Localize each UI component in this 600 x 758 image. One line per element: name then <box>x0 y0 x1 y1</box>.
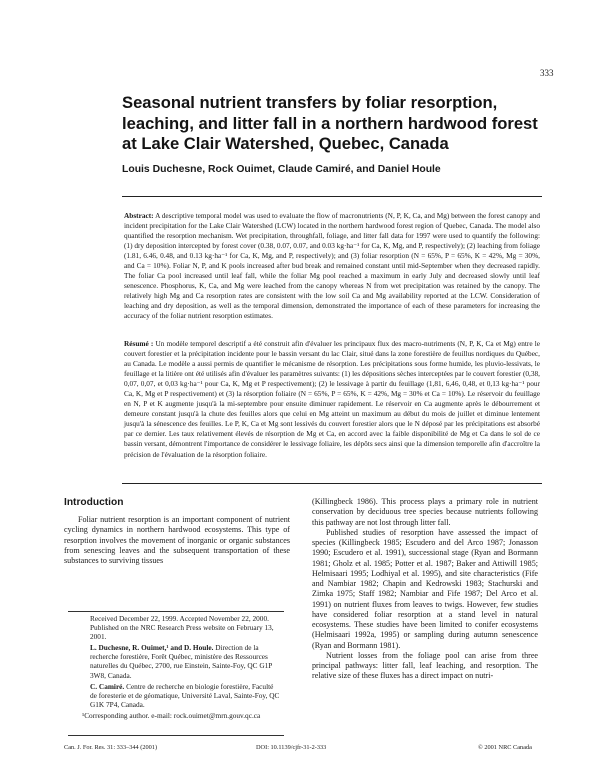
intro-right-column <box>312 497 538 682</box>
resume-label: Résumé : <box>124 339 154 348</box>
corresponding-author: ¹Corresponding author. e-mail: rock.ouimet@mrn.gouv.qc.ca <box>82 710 261 720</box>
author-list: Louis Duchesne, Rock Ouimet, Claude Camiré, and Daniel Houle <box>122 164 441 175</box>
affiliation-2-text: Centre de recherche en biologie forestière, Faculté de foresterie et de géomatique, Université Laval, Sainte-Foy, QC G1K 7P4, Canada. <box>90 681 280 709</box>
resume-text: Un modèle temporel descriptif a été construit afin d'évaluer les principaux flux des macro-nutriments (N, P, K, Ca et Mg) entre le couvert forestier et la précipitation incidente pour le bassin versant du lac Clair, situé dans la zone forestière de feuillus nordiques du Québec, au Canada. Le modèle a aussi permis de quantifier le mécanisme de résorption. Les précipitations sous forme humide, les pluvio-lessivats, le feuillage et la litière ont été utilisés afin d'évaluer les paramètres suivants: (1) les dépositions sèches interceptées par le couvert forestier (0,38, 0,07, 0,07, et 0,03 kg·ha⁻¹ pour Ca, K, Mg et P respectivement); (2) le lessivage à partir du feuillage (1,81, 6,46, 0,48, et 0,13 kg·ha⁻¹ pour Ca, K, Mg et P respectivement) et (3) la résorption foliaire (N = 65%, P = 65%, K = 42%, Mg = 30% et Ca = 10%). Le réservoir du feuillage en N, P et K augmente jusqu'à la mi-septembre pour ensuite diminuer rapidement. Le réservoir en Ca augmente après le débourrement et demeure constant jusqu'à la chute des feuilles alors que celui en Mg atteint un maximum au début du mois de juillet et diminue lentement jusqu'à la sénescence des feuilles. Le P, K, Ca et Mg sont lessivés du couvert forestier alors que le N déposé par les précipitations est absorbé par ce dernier. Les taux relativement élevés de résorption de Mg et Ca, en accord avec la faible disponibilité de Mg et Ca dans le sol de ce bassin versant, démontrent l'importance de considérer le lessivage foliaire, les dépôts secs ainsi que la dimension temporelle afin d'accroître la précision de l'évaluation de la résorption foliaire. <box>124 339 540 459</box>
page-number: 333 <box>540 68 554 78</box>
journal-citation: Can. J. For. Res. 31: 333–344 (2001) <box>64 744 158 751</box>
affiliation-1-text: Direction de la recherche forestière, Forêt Québec, ministère des Ressources naturelles du Québec, 2700, rue Einstein, Sainte-Foy, QC G1P 3W8, Canada. <box>90 643 273 680</box>
received-info-box <box>68 611 284 736</box>
intro-paragraph: Foliar nutrient resorption is an important component of nutrient cycling dynamics in northern hardwood ecosystems. This type of resorption involves the movement of inorganic or organic substances from senescing leaves and the subsequent transportation of these substances to surviving tissues <box>64 515 290 565</box>
abstract-text: A descriptive temporal model was used to evaluate the flow of macronutrients (N, P, K, Ca, and Mg) between the forest canopy and incident precipitation for the Lake Clair Watershed (LCW) located in the northern hardwood forest region of Quebec, Canada. The model also quantified the resorption mechanism. Wet precipitation, throughfall, foliage, and litter fall data for 1997 were used to quantify the following: (1) dry deposition intercepted by forest cover (0.38, 0.07, 0.07, and 0.03 kg·ha⁻¹ for Ca, K, Mg, and P, respectively); (2) leaching from foliage (1.81, 6.46, 0.48, and 0.13 kg·ha⁻¹ for Ca, K, Mg, and P, respectively); and (3) foliar resorption (N = 65%, P = 65%, K = 42%, Mg = 30%, and Ca = 10%). Foliar N, P, and K pools increased after bud break and remained constant until mid-September when they decreased rapidly. The foliar Ca pool increased until leaf fall, while the foliar Mg pool reached a maximum in early July and decreased slowly until leaf senescence. Phosphorus, K, Ca, and Mg were leached from the canopy whereas N from wet precipitation was retained by the canopy. The relatively high Mg and Ca resorption rates are consistent with the low soil Ca and Mg availability reported at the LCW. Consideration of leaching and dry deposition, as well as the temporal dimension, demonstrated the importance of each of these parameters for increasing the accuracy of the foliar nutrient resorption estimates. <box>124 211 541 321</box>
abstract-block <box>124 211 540 322</box>
doi: DOI: 10.1139/cjfr-31-2-333 <box>256 744 327 751</box>
affiliation-1-names: L. Duchesne, R. Ouimet,¹ and D. Houle. <box>90 643 214 653</box>
affiliation-2 <box>82 682 280 709</box>
intro-left-column <box>64 515 290 566</box>
section-heading-introduction: Introduction <box>64 497 124 508</box>
abstract-label: Abstract: <box>124 211 154 220</box>
intro-paragraph: (Killingbeck 1986). This process plays a primary role in nutrient conservation by deciduous tree species because nutrients following this pathway are not lost through litter fall. <box>312 497 538 527</box>
article-title: Seasonal nutrient transfers by foliar resorption, leaching, and litter fall in a northern hardwood forest at Lake Clair Watershed, Quebec, Canada <box>122 93 538 154</box>
resume-block <box>124 339 540 460</box>
copyright: © 2001 NRC Canada <box>478 744 532 751</box>
received-dates: Received December 22, 1999. Accepted November 22, 2000. Published on the NRC Research Press website on February 13, 2001. <box>90 614 274 642</box>
divider-top <box>122 196 542 197</box>
affiliation-1 <box>82 643 280 679</box>
intro-paragraph: Nutrient losses from the foliage pool can arise from three principal pathways: litter fall, leaf leaching, and resorption. The relative size of these fluxes has a direct impact on nutri- <box>312 650 538 681</box>
divider-bottom <box>122 483 542 484</box>
affiliation-2-names: C. Camiré. <box>90 681 125 691</box>
intro-paragraph: Published studies of resorption have assessed the impact of species (Killingbeck 1985; Escudero and del Arco 1987; Jonasson 1990; Escudero et al. 1991), successional stage (Ryan and Bormann 1981; Gholz et al. 1985; Potter et al. 1987; Baker and Attiwill 1985; Helmisaari 1995; Lodhiyal et al. 1995), and site characteristics (Fife and Nambiar 1982; Chapin and Kedrowski 1983; Stachurski and Zimka 1975; Staff 1982; Nambiar and Fife 1987; Del Arco et al. 1991) on nutrient fluxes from leaves to twigs. However, few studies have considered foliar resorption at a stand level in natural ecosystems. These studies have been limited to conifer ecosystems (Helmisaari 1992a, 1995) or sampling during autumn senescence (Ryan and Bormann 1981). <box>312 527 538 650</box>
